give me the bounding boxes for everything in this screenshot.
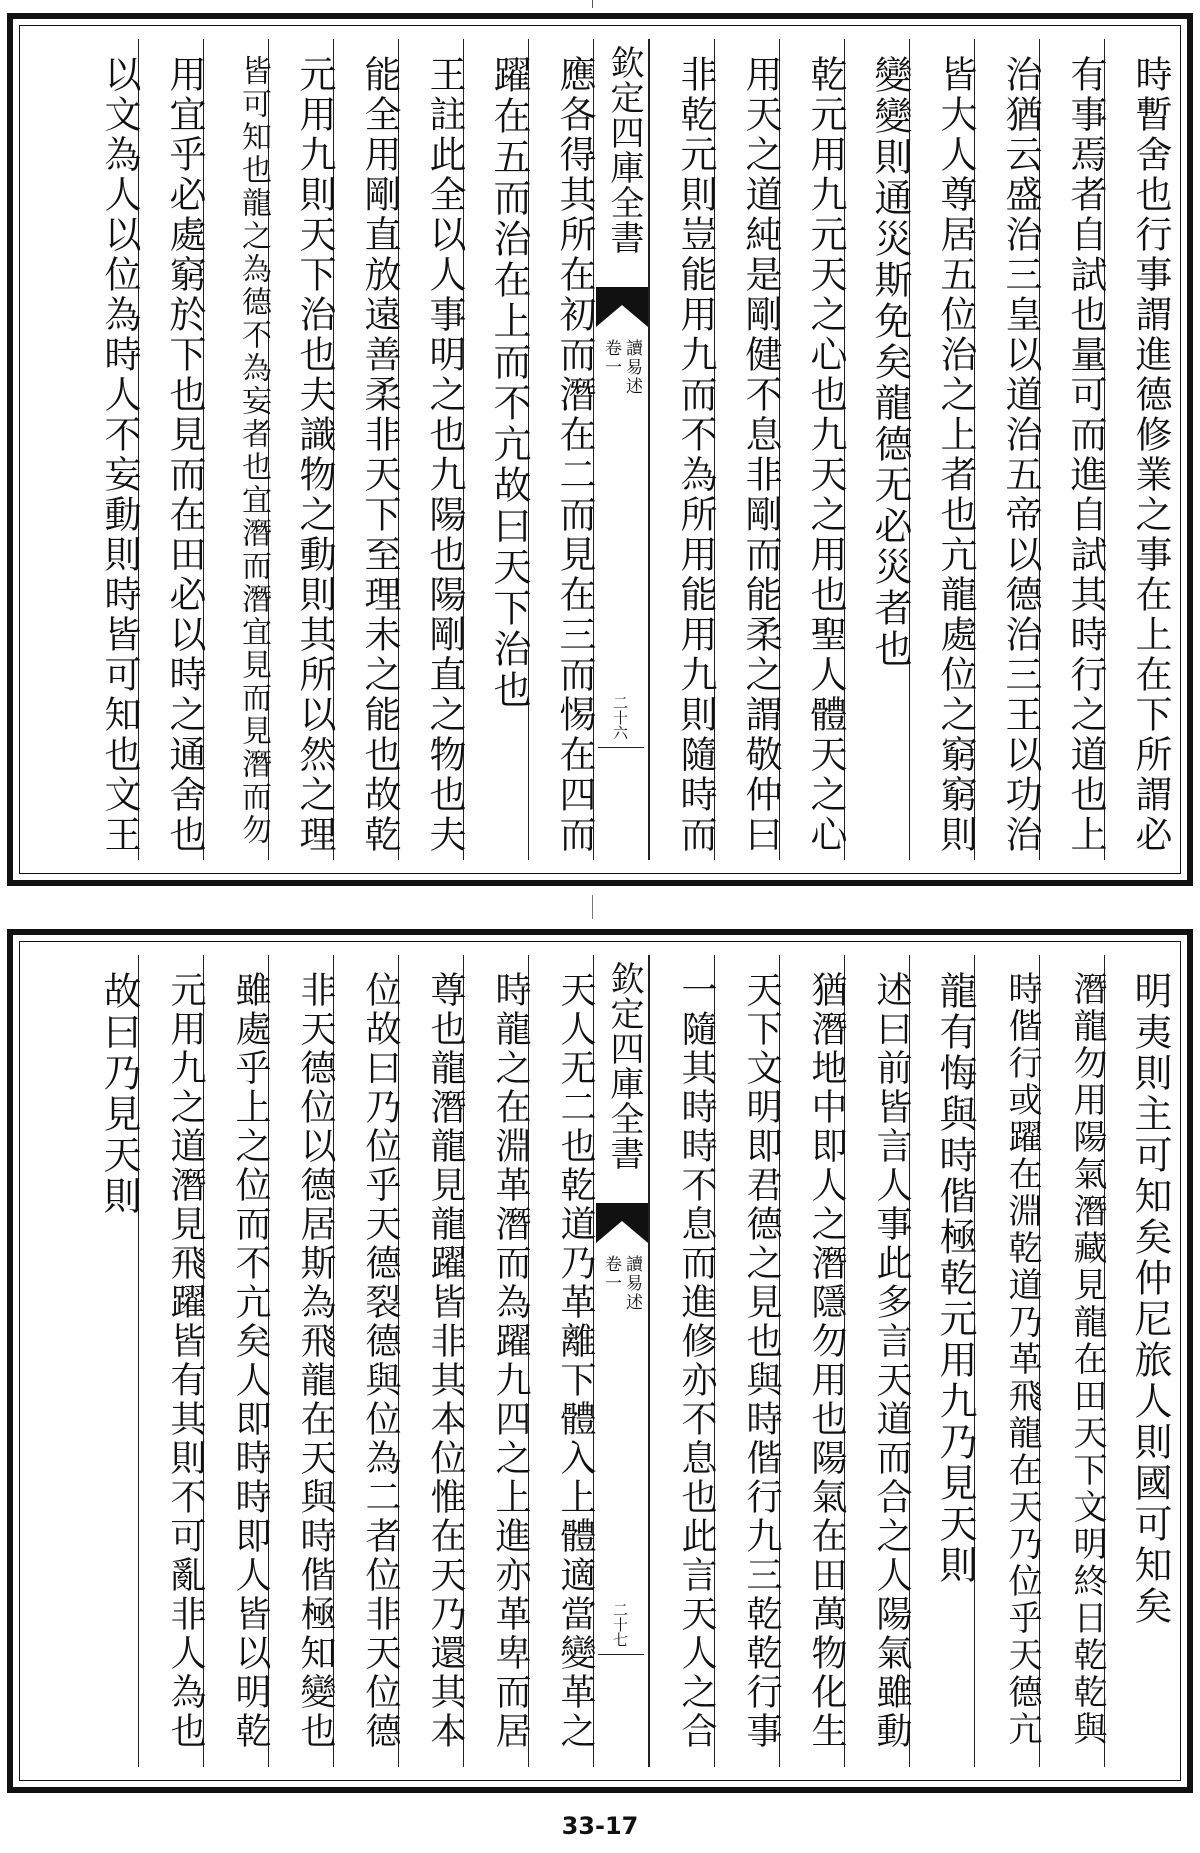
- text-column: 皆大人尊居五位治之上者也亢龍處位之窮窮則: [909, 39, 974, 860]
- scan-mark: [592, 0, 593, 8]
- book-info: [594, 1255, 648, 1475]
- book-title: 讀易述: [622, 1255, 642, 1312]
- text-column: 應各得其所在初而潛在二而見在三而惕在四而: [528, 39, 593, 860]
- text-column: 雖處乎上之位而不亢矣人即時時即人皆以明乾: [203, 955, 268, 1767]
- text-column: 以文為人以位為時人不妄動則時皆可知也文王: [98, 55, 141, 855]
- text-column: 元用九則天下治也夫識物之動則其所以然之理: [268, 39, 333, 860]
- gutter-rule: [598, 1654, 644, 1655]
- text-column: 時龍之在淵革潛而為躍九四之上進亦革卑而居: [463, 955, 528, 1767]
- folio-number: 二十七: [611, 1602, 629, 1647]
- folio-number: 二十六: [611, 695, 629, 740]
- scan-mark: [592, 895, 593, 919]
- text-column: 皆可知也龍之為德不為妄者也宜潛而潛宜見而見潛而勿: [203, 39, 268, 860]
- text-column: 故曰乃見天則: [97, 971, 141, 1217]
- text-column: 潛龍勿用陽氣潛藏見龍在田天下文明終日乾乾與: [1039, 955, 1104, 1767]
- text-column: 用天之道純是剛健不息非剛而能柔之謂敬仲曰: [714, 39, 779, 860]
- gutter-rule: [598, 747, 644, 748]
- text-column: 王註此全以人事明之也九陽也陽剛直之物也夫: [398, 39, 463, 860]
- juan-label: 卷一: [601, 339, 621, 377]
- text-column: 時偕行或躍在淵乾道乃革飛龍在天乃位乎天德亢: [974, 955, 1039, 1767]
- center-fold-gutter: [593, 955, 649, 1767]
- page-top-frame: [7, 13, 1193, 886]
- page-bottom-columns: [31, 955, 1172, 1767]
- book-info: [594, 339, 648, 559]
- text-column: 變變則通災斯免矣龍德无必災者也: [844, 39, 909, 860]
- library-title: 欽定四庫全書: [604, 45, 644, 255]
- library-title: 欽定四庫全書: [604, 961, 644, 1171]
- text-column: 乾元用九元天之心也九天之用也聖人體天之心: [779, 39, 844, 860]
- text-column: 非天德位以德居斯為飛龍在天與時偕極知變也: [268, 955, 333, 1767]
- text-column: 用宜乎必處窮於下也見而在田必以時之通舍也: [138, 39, 203, 860]
- book-title: 讀易述: [622, 339, 642, 396]
- text-column: 一隨其時時不息而進修亦不息也此言天人之合: [649, 955, 714, 1767]
- text-column: 治猶云盛治三皇以道治五帝以德治三王以功治: [974, 39, 1039, 860]
- text-column: 位故曰乃位乎天德裂德與位為二者位非天位德: [333, 955, 398, 1767]
- text-column: 明夷則主可知矣仲尼旅人則國可知矣: [1104, 955, 1169, 1767]
- text-column: 尊也龍潛龍見龍躍皆非其本位惟在天乃還其本: [398, 955, 463, 1767]
- text-column: 天下文明即君德之見也與時偕行九三乾乾行事: [714, 955, 779, 1767]
- scan-page-number: 33-17: [561, 1812, 639, 1840]
- juan-label: 卷一: [601, 1255, 621, 1293]
- text-column: 非乾元則豈能用九而不為所用能用九則隨時而: [649, 39, 714, 860]
- center-fold-gutter: [593, 39, 649, 860]
- text-column: 有事焉者自試也量可而進自試其時行之道也上: [1039, 39, 1104, 860]
- text-column: 述曰前皆言人事此多言天道而合之人陽氣雖動: [844, 955, 909, 1767]
- page-top-columns: [31, 39, 1172, 860]
- text-column: 猶潛地中即人之潛隱勿用也陽氣在田萬物化生: [779, 955, 844, 1767]
- text-column: 躍在五而治在上而不亢故曰天下治也: [463, 39, 528, 860]
- text-column: 能全用剛直放遠善柔非天下至理未之能也故乾: [333, 39, 398, 860]
- page-bottom-frame: [7, 929, 1193, 1793]
- text-column: 天人无二也乾道乃革離下體入上體適當變革之: [528, 955, 593, 1767]
- fishtail-mark-icon: [596, 1203, 648, 1243]
- text-column: 元用九之道潛見飛躍皆有其則不可亂非人為也: [138, 955, 203, 1767]
- text-column: 龍有悔與時偕極乾元用九乃見天則: [909, 955, 974, 1767]
- text-column: 時暫舍也行事謂進德修業之事在上在下所謂必: [1104, 39, 1169, 860]
- fishtail-mark-icon: [596, 287, 648, 327]
